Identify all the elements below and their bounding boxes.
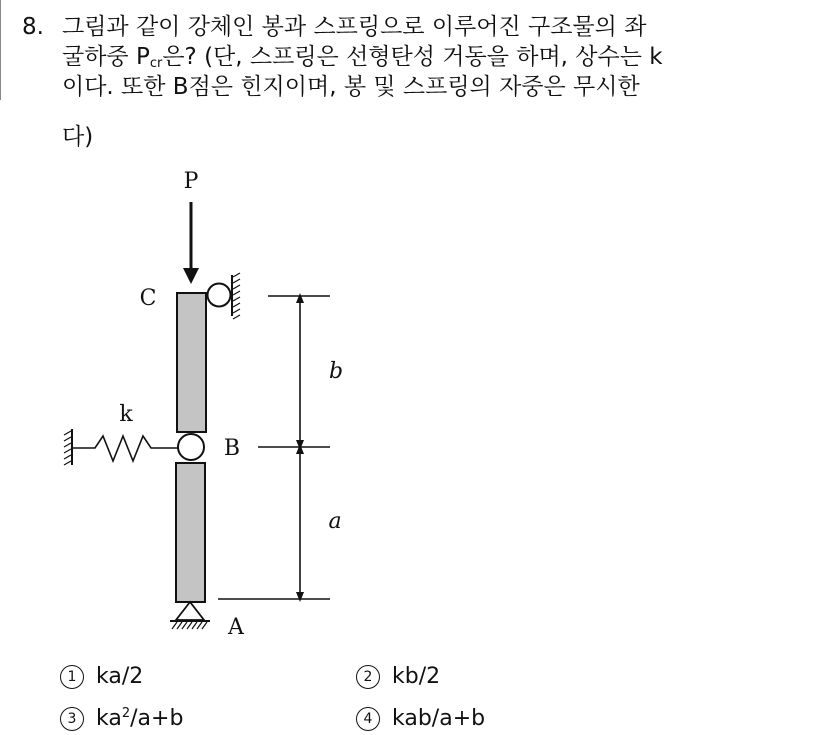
option-text-2: kb/2: [392, 664, 441, 689]
option-number-3: 3: [60, 707, 84, 731]
point-label-c: C: [139, 286, 157, 311]
option-text-4: kab/a+b: [392, 706, 486, 731]
question-line-4: 다): [62, 124, 94, 150]
point-label-b: B: [223, 436, 241, 461]
spring-label-k: k: [119, 402, 133, 427]
pin-support-a: [170, 602, 210, 629]
pcr-subscript: cr: [149, 56, 163, 71]
load-arrow: [183, 202, 199, 284]
question-line-1: 그림과 같이 강체인 봉과 스프링으로 이루어진 구조물의 좌: [62, 14, 647, 40]
roller-support-c: [208, 273, 241, 319]
dimension-label-a: a: [328, 509, 342, 534]
question-line-2-post: 은? (단, 스프링은 선형탄성 거동을 하며, 상수는 k: [162, 44, 663, 70]
hinge-b: [178, 434, 204, 460]
question-line-3: 이다. 또한 B점은 힌지이며, 봉 및 스프링의 자중은 무시한: [62, 74, 640, 100]
lower-rigid-bar: [176, 463, 205, 602]
point-label-a: A: [228, 615, 244, 640]
answer-option-3[interactable]: [60, 706, 183, 732]
option-number-1: 1: [60, 665, 84, 689]
option-text-3: ka: [96, 706, 122, 731]
spring-k: [64, 429, 178, 465]
dimension-label-b: b: [328, 359, 344, 384]
option-3-superscript: 2: [121, 706, 131, 721]
option-text-1: ka/2: [96, 664, 144, 689]
load-label-p: P: [183, 169, 199, 194]
upper-rigid-bar: [177, 293, 206, 432]
option-text-3-post: /a+b: [130, 706, 184, 731]
answer-option-2[interactable]: [356, 664, 440, 690]
answer-option-4[interactable]: [356, 706, 485, 732]
question-number: 8.: [22, 14, 44, 40]
option-number-4: 4: [356, 707, 380, 731]
question-line-2-pre: 굴하중 P: [62, 44, 150, 70]
option-number-2: 2: [356, 665, 380, 689]
answer-option-1[interactable]: [60, 664, 143, 690]
